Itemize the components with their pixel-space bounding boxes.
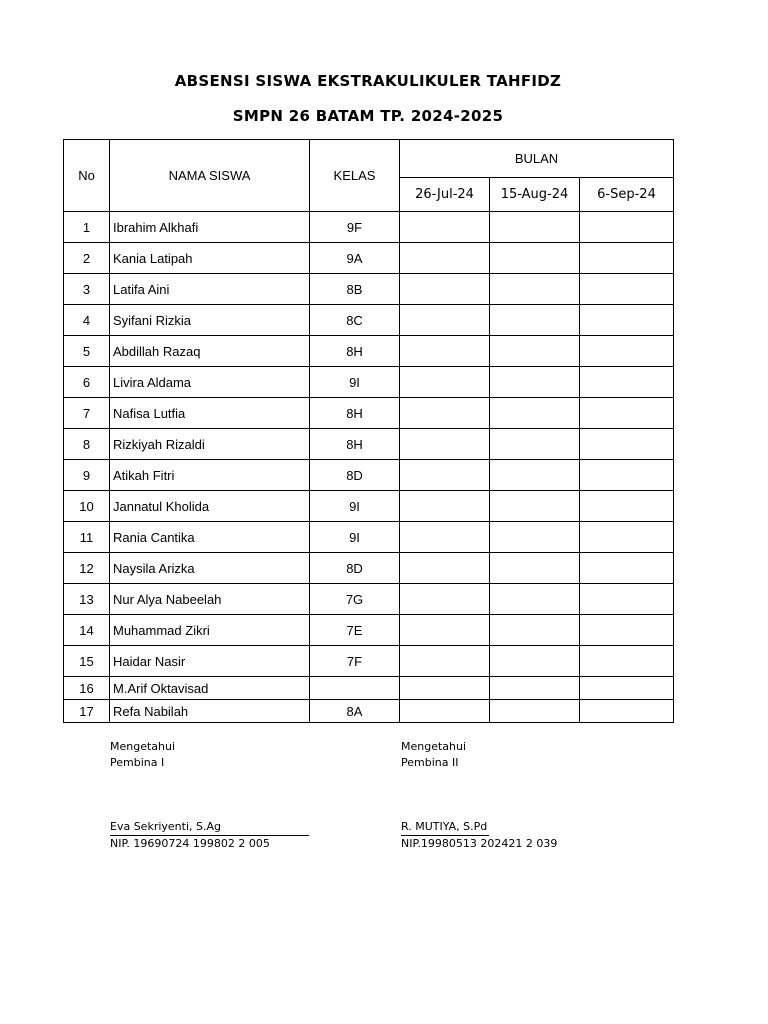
row-kelas: 8H — [310, 429, 400, 460]
table-row — [64, 429, 674, 460]
table-row — [64, 522, 674, 553]
header-date-1: 26-Jul-24 — [400, 178, 490, 212]
table-row — [64, 212, 674, 243]
attendance-cell-3 — [580, 212, 674, 243]
attendance-cell-1 — [400, 367, 490, 398]
row-no: 11 — [64, 522, 110, 553]
row-kelas: 8C — [310, 305, 400, 336]
row-no: 16 — [64, 677, 110, 700]
row-kelas: 7F — [310, 646, 400, 677]
attendance-cell-1 — [400, 460, 490, 491]
attendance-cell-2 — [490, 677, 580, 700]
attendance-cell-1 — [400, 429, 490, 460]
row-student-name: Livira Aldama — [110, 367, 310, 398]
row-kelas: 9F — [310, 212, 400, 243]
attendance-cell-2 — [490, 274, 580, 305]
signature-block-pembina-2 — [401, 739, 557, 852]
table-row — [64, 398, 674, 429]
attendance-cell-3 — [580, 553, 674, 584]
attendance-cell-3 — [580, 243, 674, 274]
attendance-cell-3 — [580, 460, 674, 491]
row-student-name: Nur Alya Nabeelah — [110, 584, 310, 615]
signature-name: R. MUTIYA, S.Pd — [401, 819, 489, 836]
signature-block-pembina-1 — [110, 739, 309, 852]
document-subtitle: SMPN 26 BATAM TP. 2024-2025 — [232, 107, 504, 125]
attendance-cell-2 — [490, 460, 580, 491]
row-kelas: 8H — [310, 398, 400, 429]
row-kelas: 8A — [310, 700, 400, 723]
row-kelas: 7G — [310, 584, 400, 615]
row-student-name: Refa Nabilah — [110, 700, 310, 723]
row-no: 8 — [64, 429, 110, 460]
attendance-cell-1 — [400, 305, 490, 336]
attendance-cell-2 — [490, 429, 580, 460]
row-student-name: Rania Cantika — [110, 522, 310, 553]
row-no: 4 — [64, 305, 110, 336]
signature-nip: NIP. 19690724 199802 2 005 — [110, 837, 270, 850]
attendance-cell-3 — [580, 305, 674, 336]
attendance-cell-2 — [490, 336, 580, 367]
row-kelas: 8H — [310, 336, 400, 367]
row-kelas: 8B — [310, 274, 400, 305]
row-no: 15 — [64, 646, 110, 677]
row-student-name: Abdillah Razaq — [110, 336, 310, 367]
header-nama-siswa: NAMA SISWA — [110, 140, 310, 212]
signature-role: Pembina I — [110, 756, 165, 769]
attendance-cell-2 — [490, 584, 580, 615]
row-kelas: 8D — [310, 460, 400, 491]
signature-role: Pembina II — [401, 756, 459, 769]
row-no: 3 — [64, 274, 110, 305]
row-student-name: Naysila Arizka — [110, 553, 310, 584]
attendance-cell-2 — [490, 491, 580, 522]
attendance-cell-1 — [400, 522, 490, 553]
attendance-cell-1 — [400, 243, 490, 274]
attendance-cell-1 — [400, 584, 490, 615]
attendance-cell-1 — [400, 336, 490, 367]
table-row — [64, 336, 674, 367]
attendance-cell-2 — [490, 243, 580, 274]
attendance-cell-3 — [580, 398, 674, 429]
attendance-cell-1 — [400, 646, 490, 677]
header-bulan: BULAN — [400, 140, 674, 178]
table-row — [64, 700, 674, 723]
attendance-cell-3 — [580, 522, 674, 553]
signature-label: Mengetahui — [110, 740, 176, 753]
attendance-cell-3 — [580, 584, 674, 615]
table-row — [64, 677, 674, 700]
signature-nip: NIP.19980513 202421 2 039 — [401, 837, 558, 850]
attendance-cell-3 — [580, 700, 674, 723]
attendance-cell-3 — [580, 491, 674, 522]
attendance-cell-1 — [400, 615, 490, 646]
signature-name: Eva Sekriyenti, S.Ag — [110, 819, 309, 836]
attendance-cell-1 — [400, 212, 490, 243]
attendance-cell-2 — [490, 367, 580, 398]
table-row — [64, 491, 674, 522]
attendance-cell-1 — [400, 553, 490, 584]
header-kelas: KELAS — [310, 140, 400, 212]
row-student-name: Rizkiyah Rizaldi — [110, 429, 310, 460]
row-no: 10 — [64, 491, 110, 522]
attendance-cell-1 — [400, 398, 490, 429]
row-student-name: M.Arif Oktavisad — [110, 677, 310, 700]
attendance-cell-3 — [580, 646, 674, 677]
row-student-name: Kania Latipah — [110, 243, 310, 274]
row-kelas — [310, 677, 400, 700]
header-date-2: 15-Aug-24 — [490, 178, 580, 212]
row-student-name: Ibrahim Alkhafi — [110, 212, 310, 243]
row-no: 12 — [64, 553, 110, 584]
row-student-name: Muhammad Zikri — [110, 615, 310, 646]
attendance-table — [63, 139, 674, 723]
row-no: 7 — [64, 398, 110, 429]
row-no: 17 — [64, 700, 110, 723]
row-no: 13 — [64, 584, 110, 615]
attendance-cell-2 — [490, 305, 580, 336]
table-row — [64, 367, 674, 398]
row-kelas: 7E — [310, 615, 400, 646]
row-no: 9 — [64, 460, 110, 491]
table-row — [64, 584, 674, 615]
row-student-name: Nafisa Lutfia — [110, 398, 310, 429]
document-title: ABSENSI SISWA EKSTRAKULIKULER TAHFIDZ — [174, 72, 562, 90]
table-row — [64, 305, 674, 336]
header-no: No — [64, 140, 110, 212]
attendance-cell-2 — [490, 615, 580, 646]
row-kelas: 9A — [310, 243, 400, 274]
row-kelas: 8D — [310, 553, 400, 584]
attendance-cell-3 — [580, 367, 674, 398]
table-row — [64, 460, 674, 491]
row-no: 6 — [64, 367, 110, 398]
table-row — [64, 553, 674, 584]
attendance-cell-2 — [490, 700, 580, 723]
row-no: 5 — [64, 336, 110, 367]
attendance-cell-2 — [490, 646, 580, 677]
row-no: 2 — [64, 243, 110, 274]
row-kelas: 9I — [310, 522, 400, 553]
table-row — [64, 243, 674, 274]
attendance-cell-2 — [490, 553, 580, 584]
row-no: 14 — [64, 615, 110, 646]
row-student-name: Latifa Aini — [110, 274, 310, 305]
attendance-cell-1 — [400, 274, 490, 305]
attendance-cell-3 — [580, 336, 674, 367]
attendance-cell-2 — [490, 522, 580, 553]
row-student-name: Jannatul Kholida — [110, 491, 310, 522]
attendance-cell-1 — [400, 700, 490, 723]
row-kelas: 9I — [310, 367, 400, 398]
table-row — [64, 274, 674, 305]
attendance-cell-2 — [490, 398, 580, 429]
attendance-cell-2 — [490, 212, 580, 243]
header-date-3: 6-Sep-24 — [580, 178, 674, 212]
table-row — [64, 646, 674, 677]
attendance-cell-1 — [400, 491, 490, 522]
attendance-cell-3 — [580, 677, 674, 700]
row-student-name: Atikah Fitri — [110, 460, 310, 491]
table-row — [64, 615, 674, 646]
attendance-cell-3 — [580, 429, 674, 460]
row-student-name: Haidar Nasir — [110, 646, 310, 677]
attendance-cell-3 — [580, 274, 674, 305]
signature-label: Mengetahui — [401, 740, 467, 753]
attendance-cell-1 — [400, 677, 490, 700]
row-no: 1 — [64, 212, 110, 243]
row-kelas: 9I — [310, 491, 400, 522]
attendance-cell-3 — [580, 615, 674, 646]
row-student-name: Syifani Rizkia — [110, 305, 310, 336]
